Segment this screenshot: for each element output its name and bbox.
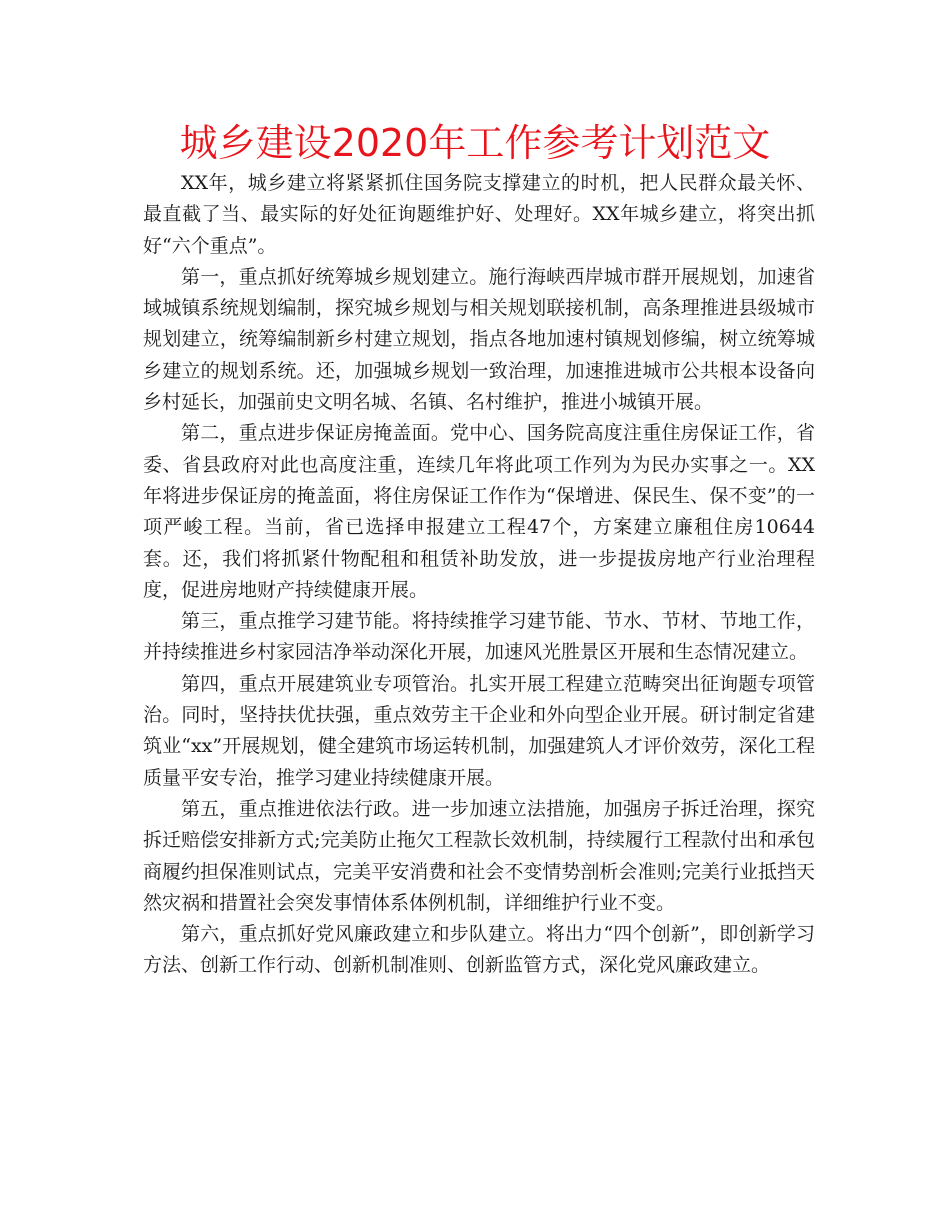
paragraph-point-1: 第一，重点抓好统筹城乡规划建立。施行海峡西岸城市群开展规划，加速省域城镇系统规划编制，探究城乡规划与相关规划联接机制，高条理推进县级城市规划建立，统筹编制新乡村建立规划，指点各地加速村镇规划修编，树立统筹城乡建立的规划系统。还，加强城乡规划一致治理，加速推进城市公共根本设备向乡村延长，加强前史文明名城、名镇、名村维护，推进小城镇开展。 [143,265,815,414]
paragraph-intro: XX年，城乡建立将紧紧抓住国务院支撑建立的时机，把人民群众最关怀、最直截了当、最实际的好处征询题维护好、处理好。XX年城乡建立，将突出抓好“六个重点”。 [143,172,815,257]
paragraph-point-6: 第六，重点抓好党风廉政建立和步队建立。将出力“四个创新”，即创新学习方法、创新工作行动、创新机制准则、创新监管方式，深化党风廉政建立。 [143,923,815,977]
paragraph-point-4: 第四，重点开展建筑业专项管治。扎实开展工程建立范畴突出征询题专项管治。同时，坚持扶优扶强，重点效劳主干企业和外向型企业开展。研讨制定省建筑业“xx”开展规划，健全建筑市场运转机制，加强建筑人才评价效劳，深化工程质量平安专治，推学习建业持续健康开展。 [143,672,815,789]
paragraph-point-3: 第三，重点推学习建节能。将持续推学习建节能、节水、节材、节地工作，并持续推进乡村家园洁净举动深化开展，加速风光胜景区开展和生态情况建立。 [143,610,815,664]
paragraph-point-2: 第二，重点进步保证房掩盖面。党中心、国务院高度注重住房保证工作，省委、省县政府对此也高度注重，连续几年将此项工作列为为民办实事之一。XX年将进步保证房的掩盖面，将住房保证工作作为“保增进、保民生、保不变”的一项严峻工程。当前，省已选择申报建立工程47个，方案建立廉租住房10644套。还，我们将抓紧什物配租和租赁补助发放，进一步提拔房地产行业治理程度，促进房地财产持续健康开展。 [143,422,815,601]
paragraph-point-5: 第五，重点推进依法行政。进一步加速立法措施，加强房子拆迁治理，探究拆迁赔偿安排新方式;完美防止拖欠工程款长效机制，持续履行工程款付出和承包商履约担保准则试点，完美平安消费和社会不变情势剖析会准则;完美行业抵挡天然灾祸和措置社会突发事情体系体例机制，详细维护行业不变。 [143,797,815,914]
document-body [143,168,815,982]
document-title: 城乡建设2020年工作参考计划范文 [179,121,771,165]
